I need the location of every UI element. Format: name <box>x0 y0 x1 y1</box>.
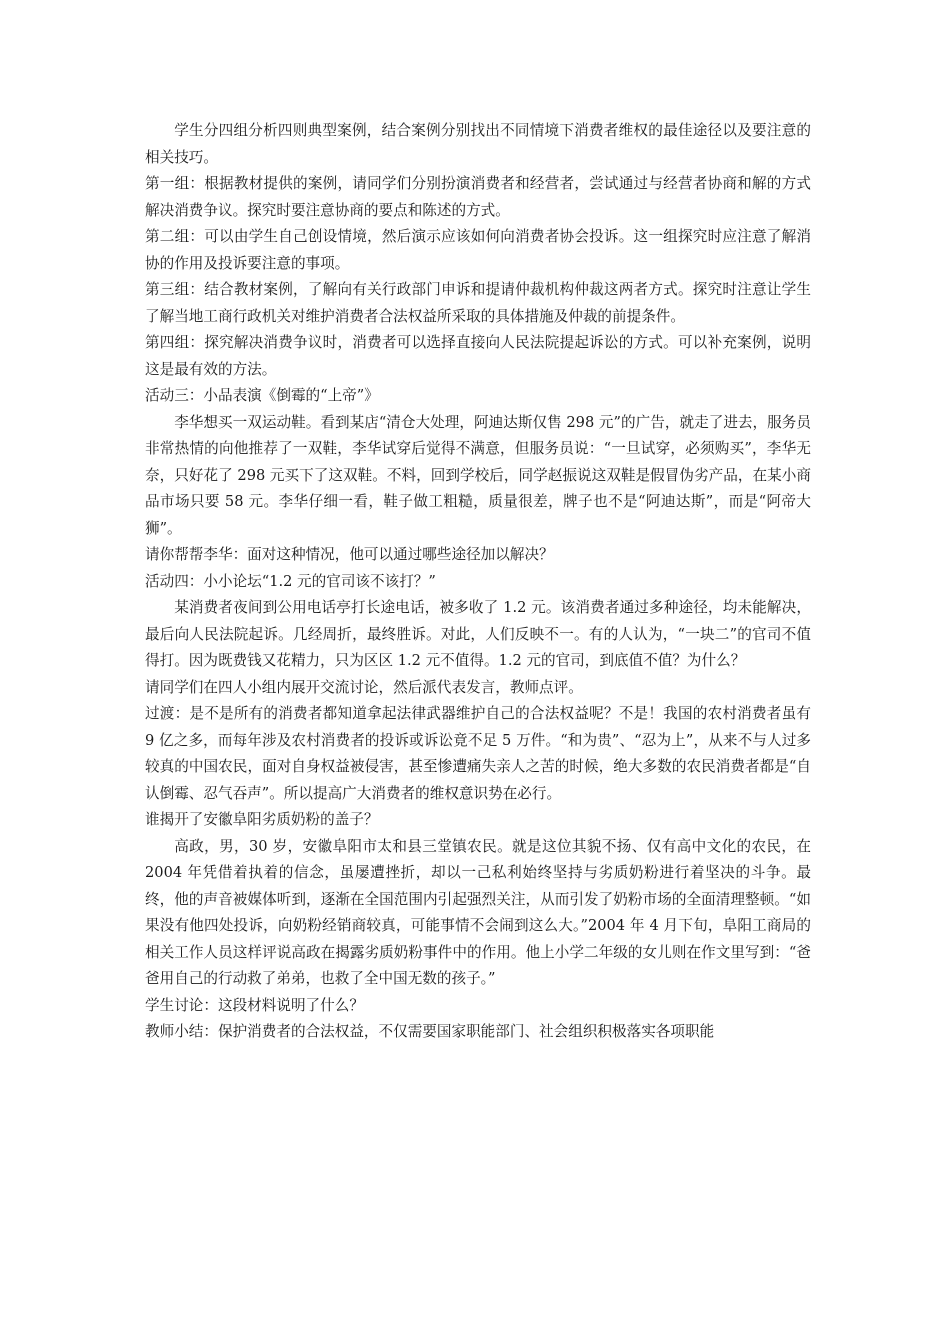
paragraph-teacher-summary: 教师小结：保护消费者的合法权益，不仅需要国家职能部门、社会组织积极落实各项职能 <box>145 1023 715 1040</box>
paragraph-transition: 过渡：是不是所有的消费者都知道拿起法律武器维护自己的合法权益呢？不是！我国的农村消费者虽有 9 亿之多，而每年涉及农村消费者的投诉或诉讼竟不足 5 万件。“和为贵”、“忍为上”，从来不与人过多较真的中国农民，面对自身权益被侵害，甚至惨遭痛失亲人之苦的时候，绝大多数的农民消费者都是“自认倒霉、忍气吞声”。所以提高广大消费者的维权意识势在必行。 <box>145 705 811 802</box>
paragraph-group-three: 第三组：结合教材案例，了解向有关行政部门申诉和提请仲裁机构仲裁这两者方式。探究时注意让学生了解当地工商行政机关对维护消费者合法权益所采取的具体措施及仲裁的前提条件。 <box>145 281 811 325</box>
paragraph-group-four: 第四组：探究解决消费争议时，消费者可以选择直接向人民法院提起诉讼的方式。可以补充案例，说明这是最有效的方法。 <box>145 334 811 378</box>
heading-activity-three: 活动三：小品表演《倒霉的“上帝”》 <box>145 387 379 404</box>
paragraph-student-discussion: 学生讨论：这段材料说明了什么？ <box>145 996 364 1014</box>
document-body <box>145 118 811 1046</box>
paragraph-intro: 学生分四组分析四则典型案例，结合案例分别找出不同情境下消费者维权的最佳途径以及要注意的相关技巧。 <box>145 122 811 166</box>
paragraph-help-li-hua: 请你帮帮李华：面对这种情况，他可以通过哪些途径加以解决？ <box>145 546 554 563</box>
paragraph-group-discussion: 请同学们在四人小组内展开交流讨论，然后派代表发言，教师点评。 <box>145 678 583 696</box>
paragraph-gao-zheng-story: 高政，男，30 岁，安徽阜阳市太和县三堂镇农民。就是这位其貌不扬、仅有高中文化的农民，在 2004 年凭借着执着的信念，虽屡遭挫折，却以一己私利始终坚持与劣质奶粉进行着坚决的斗争。最终，他的声音被媒体听到，逐渐在全国范围内引起强烈关注，从而引发了奶粉市场的全面清理整顿。“如果没有他四处投诉，向奶粉经销商较真，可能事情不会闹到这么大。”2004 年 4 月下旬，阜阳工商局的相关工作人员这样评说高政在揭露劣质奶粉事件中的作用。他上小学二年级的女儿则在作文里写到：“爸爸用自己的行动救了弟弟，也救了全中国无数的孩子。” <box>145 837 811 987</box>
paragraph-li-hua-story: 李华想买一双运动鞋。看到某店“清仓大处理，阿迪达斯仅售 298 元”的广告，就走了进去，服务员非常热情的向他推荐了一双鞋，李华试穿后觉得不满意，但服务员说：“一旦试穿，必须购买”，李华无奈，只好花了 298 元买下了这双鞋。不料，回到学校后，同学赵振说这双鞋是假冒伪劣产品，在某小商品市场只要 58 元。李华仔细一看，鞋子做工粗糙，质量很差，牌子也不是“阿迪达斯”，而是“阿帝大狮”。 <box>145 413 811 537</box>
paragraph-group-two: 第二组：可以由学生自己创设情境，然后演示应该如何向消费者协会投诉。这一组探究时应注意了解消协的作用及投诉要注意的事项。 <box>145 228 811 272</box>
heading-activity-four: 活动四：小小论坛“1.2 元的官司该不该打？” <box>145 572 436 590</box>
paragraph-group-one: 第一组：根据教材提供的案例，请同学们分别扮演消费者和经营者，尝试通过与经营者协商和解的方式解决消费争议。探究时要注意协商的要点和陈述的方式。 <box>145 175 811 219</box>
heading-fuyang-question: 谁揭开了安徽阜阳劣质奶粉的盖子？ <box>145 811 379 828</box>
paragraph-lawsuit-story: 某消费者夜间到公用电话亭打长途电话，被多收了 1.2 元。该消费者通过多种途径，均未能解决，最后向人民法院起诉。几经周折，最终胜诉。对此，人们反映不一。有的人认为，“一块二”的官司不值得打。因为既费钱又花精力，只为区区 1.2 元不值得。1.2 元的官司，到底值不值？为什么？ <box>145 599 811 669</box>
